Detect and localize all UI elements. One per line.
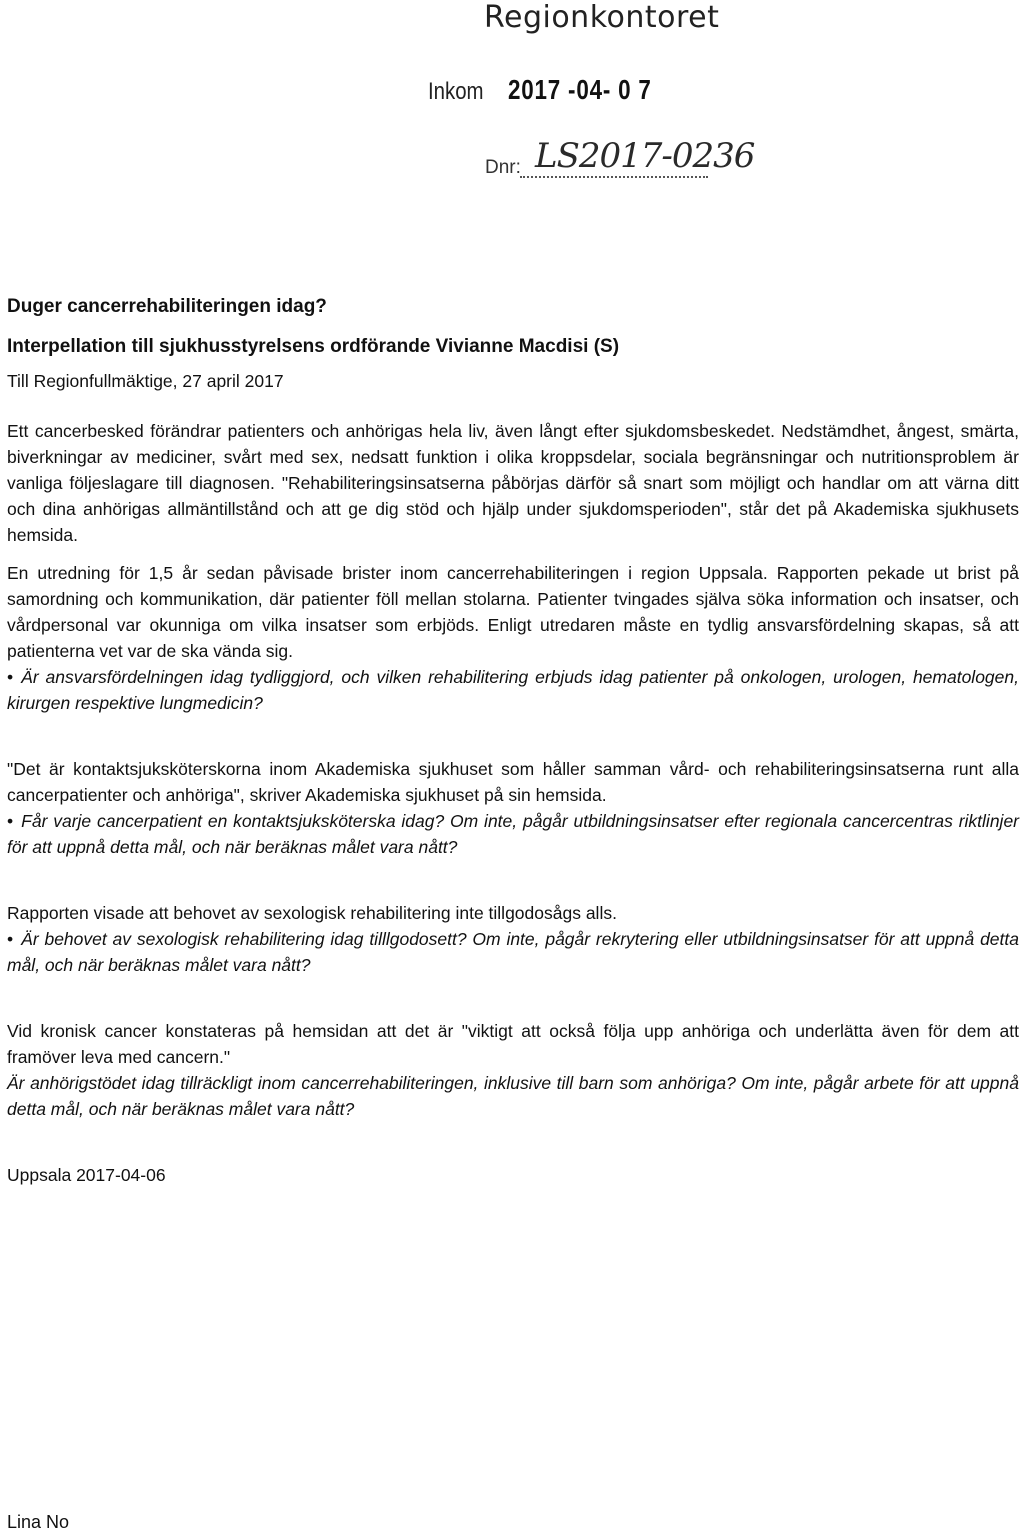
stamp-organization: Regionkontoret	[484, 0, 720, 35]
document-body	[7, 294, 1019, 1188]
stamp-received-label: Inkom	[428, 78, 484, 105]
stamp-dnr-dotted-line	[520, 176, 708, 178]
question-4	[7, 1070, 1019, 1122]
document-subtitle: Interpellation till sjukhusstyrelsens ordförande Vivianne Macdisi (S)	[7, 336, 620, 357]
document-title: Duger cancerrehabiliteringen idag?	[7, 296, 327, 317]
question-2	[7, 808, 1019, 860]
bullet-icon: •	[7, 667, 14, 687]
stamp-dnr-handwritten: LS2017-0236	[535, 136, 755, 176]
question-3-text: Är behovet av sexologisk rehabilitering idag tilllgodosett? Om inte, pågår rekrytering eller utbildningsinsatser för att uppnå detta mål, och när beräknas målet vara nått?	[7, 929, 1019, 975]
paragraph-sexology: Rapporten visade att behovet av sexologisk rehabilitering inte tillgodosågs alls.	[7, 903, 617, 923]
stamp-received-date: 2017 -04- 0 7	[508, 74, 652, 105]
question-4-text: Är anhörigstödet idag tillräckligt inom cancerrehabiliteringen, inklusive till barn som anhöriga? Om inte, pågår arbete för att uppnå detta mål, och när beräknas målet vara nått?	[7, 1073, 1019, 1119]
received-stamp	[0, 0, 1024, 200]
question-1	[7, 664, 1019, 716]
bullet-icon: •	[7, 929, 14, 949]
question-1-text: Är ansvarsfördelningen idag tydliggjord, och vilken rehabilitering erbjuds idag patienter på onkologen, urologen, hematologen, kirurgen respektive lungmedicin?	[7, 667, 1019, 713]
place-and-date: Uppsala 2017-04-06	[7, 1165, 166, 1185]
question-3	[7, 926, 1019, 978]
addressee-line: Till Regionfullmäktige, 27 april 2017	[7, 371, 284, 391]
signature-name: Lina No	[7, 1512, 70, 1532]
paragraph-chronic-cancer: Vid kronisk cancer konstateras på hemsidan att det är "viktigt att också följa upp anhöriga och underlätta även för dem att framöver leva med cancern."	[7, 1021, 1019, 1067]
paragraph-contact-nurses: "Det är kontaktsjuksköterskorna inom Akademiska sjukhuset som håller samman vård- och rehabiliteringsinsatserna runt alla cancerpatienter och anhöriga", skriver Akademiska sjukhuset på sin hemsida.	[7, 759, 1019, 805]
bullet-icon: •	[7, 811, 14, 831]
paragraph-investigation: En utredning för 1,5 år sedan påvisade brister inom cancerrehabiliteringen i region Uppsala. Rapporten pekade ut brist på samordning och kommunikation, där patienter föll mellan stolarna. Patienter tvingades själva söka information och insatser, och vårdpersonal var okunniga om vilka insatser som erbjöds. Enligt utredaren måste en tydlig ansvarsfördelning skapas, så att patienterna vet var de ska vända sig.	[7, 563, 1019, 661]
stamp-dnr-label: Dnr:	[485, 157, 521, 178]
paragraph-intro: Ett cancerbesked förändrar patienters och anhörigas hela liv, även långt efter sjukdomsbeskedet. Nedstämdhet, ångest, smärta, biverkningar av mediciner, svårt med sex, nedsatt funktion i olika kroppsdelar, sociala begränsningar och nutritionsproblem är vanliga följeslagare till diagnosen. "Rehabiliteringsinsatserna påbörjas därför så snart som möjligt och handlar om att värna ditt och dina anhörigas allmäntillstånd och att ge dig stöd och hjälp under sjukdomsperioden", står det på Akademiska sjukhusets hemsida.	[7, 421, 1019, 545]
question-2-text: Får varje cancerpatient en kontaktsjuksköterska idag? Om inte, pågår utbildningsinsatser efter regionala cancercentras riktlinjer för att uppnå detta mål, och när beräknas målet vara nått?	[7, 811, 1019, 857]
